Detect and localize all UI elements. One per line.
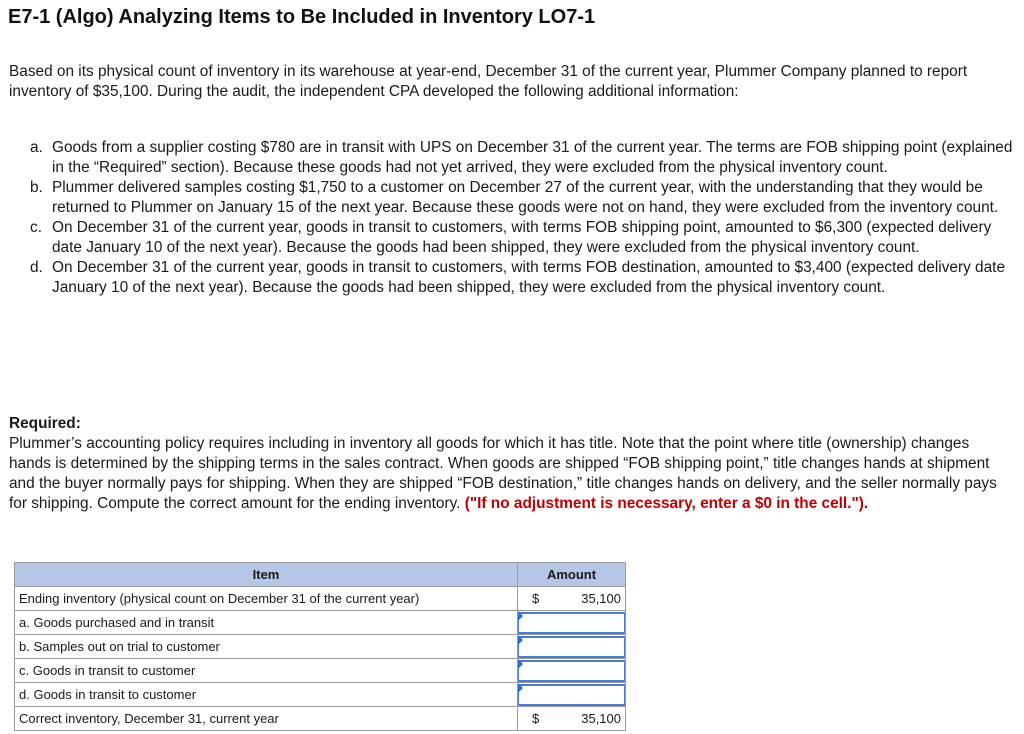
row-label: d. Goods in transit to customer bbox=[15, 683, 518, 707]
item-text: On December 31 of the current year, goods in transit to customers, with terms FOB shipping point, amounted to $6,300 (expected delivery date January 10 of the next year). Because the goods had been shipped, they were excluded from the physical inventory count. bbox=[52, 219, 992, 256]
amount-value: 35,100 bbox=[581, 711, 621, 726]
required-text bbox=[9, 434, 1014, 514]
list-item bbox=[30, 258, 1015, 298]
row-label: Correct inventory, December 31, current year bbox=[15, 707, 518, 731]
list-item bbox=[30, 218, 1015, 258]
info-list bbox=[30, 138, 1015, 298]
input-marker-icon bbox=[518, 659, 523, 669]
required-heading: Required: bbox=[9, 415, 81, 432]
table-row bbox=[15, 659, 626, 683]
input-marker-icon bbox=[518, 611, 523, 621]
item-text: Plummer delivered samples costing $1,750 to a customer on December 27 of the current year, with the understanding that they would be returned to Plummer on January 15 of the next year. Because these goods were not on hand, they were excluded from the inventory count. bbox=[52, 179, 999, 216]
amount-input-cell bbox=[518, 659, 626, 683]
amount-input-c[interactable] bbox=[518, 660, 625, 682]
item-text: On December 31 of the current year, goods in transit to customers, with terms FOB destination, amounted to $3,400 (expected delivery date January 10 of the next year). Because the goods had been shipped, they were excluded from the physical inventory count. bbox=[52, 259, 1006, 296]
dollar-sign: $ bbox=[532, 711, 540, 726]
input-marker-icon bbox=[518, 635, 523, 645]
item-letter: c. bbox=[30, 219, 42, 236]
dollar-sign: $ bbox=[532, 591, 540, 606]
item-letter: a. bbox=[30, 139, 43, 156]
problem-intro: Based on its physical count of inventory in its warehouse at year-end, December 31 of the current year, Plummer Company planned to report inventory of $35,100. During the audit, the independent CPA developed the following additional information: bbox=[9, 63, 968, 100]
item-text: Goods from a supplier costing $780 are in transit with UPS on December 31 of the current year. The terms are FOB shipping point (explained in the “Required” section). Because these goods had not yet arrived, they were excluded from the physical inventory count. bbox=[52, 139, 1013, 176]
header-amount: Amount bbox=[518, 563, 626, 587]
amount-cell bbox=[518, 707, 626, 731]
required-body: Plummer’s accounting policy requires including in inventory all goods for which it has title. Note that the point where title (ownership) changes hands is determined by the shipping terms in the sales contract. When goods are shipped “FOB shipping point,” title changes hands at shipment and the buyer normally pays for shipping. When they are shipped “FOB destination,” title changes hands on delivery, and the seller normally pays for shipping. Compute the correct amount for the ending inventory. bbox=[9, 435, 997, 512]
row-label: a. Goods purchased and in transit bbox=[15, 611, 518, 635]
inventory-table bbox=[14, 562, 626, 731]
row-label: c. Goods in transit to customer bbox=[15, 659, 518, 683]
table-header-row bbox=[15, 563, 626, 587]
required-emphasis: ("If no adjustment is necessary, enter a $0 in the cell."). bbox=[464, 495, 869, 512]
table-row bbox=[15, 611, 626, 635]
amount-value: 35,100 bbox=[581, 591, 621, 606]
header-item: Item bbox=[15, 563, 518, 587]
item-letter: d. bbox=[30, 259, 43, 276]
table-row bbox=[15, 587, 626, 611]
list-item bbox=[30, 138, 1015, 178]
amount-input-d[interactable] bbox=[518, 684, 625, 706]
row-label: b. Samples out on trial to customer bbox=[15, 635, 518, 659]
row-label: Ending inventory (physical count on December 31 of the current year) bbox=[15, 587, 518, 611]
amount-input-cell bbox=[518, 683, 626, 707]
amount-input-cell bbox=[518, 635, 626, 659]
amount-input-b[interactable] bbox=[518, 636, 625, 658]
item-letter: b. bbox=[30, 179, 43, 196]
amount-input-a[interactable] bbox=[518, 612, 625, 634]
table-row bbox=[15, 635, 626, 659]
table-row bbox=[15, 707, 626, 731]
input-marker-icon bbox=[518, 683, 523, 693]
amount-cell bbox=[518, 587, 626, 611]
page-title: E7-1 (Algo) Analyzing Items to Be Included in Inventory LO7-1 bbox=[8, 6, 596, 28]
table-row bbox=[15, 683, 626, 707]
amount-input-cell bbox=[518, 611, 626, 635]
list-item bbox=[30, 178, 1015, 218]
